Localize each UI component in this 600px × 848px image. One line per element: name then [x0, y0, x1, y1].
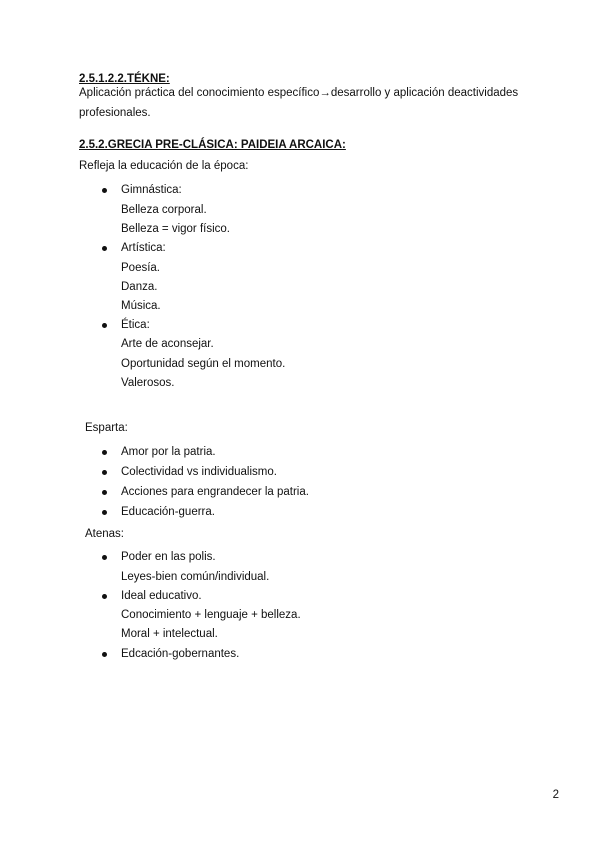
bullet-icon [102, 490, 107, 495]
atenas-title: Atenas: [85, 528, 124, 540]
bullet-icon [102, 470, 107, 475]
bullet-icon [102, 594, 107, 599]
atenas-item: Poder en las polis. [121, 551, 216, 563]
sub-item: Leyes-bien común/individual. [121, 571, 270, 583]
sub-item: Belleza = vigor físico. [121, 223, 230, 235]
list-item-artistica: Artística: [121, 242, 166, 254]
bullet-icon [102, 652, 107, 657]
paideia-intro: Refleja la educación de la época: [79, 160, 249, 172]
sub-item: Danza. [121, 281, 158, 293]
atenas-item: Ideal educativo. [121, 590, 202, 602]
esparta-title: Esparta: [85, 422, 128, 434]
heading-tekne: 2.5.1.2.2.TÉKNE: [79, 73, 170, 85]
list-item-gimnastica: Gimnástica: [121, 184, 182, 196]
sub-item: Conocimiento + lenguaje + belleza. [121, 609, 301, 621]
esparta-item: Amor por la patria. [121, 446, 216, 458]
list-item-etica: Ética: [121, 319, 150, 331]
bullet-icon [102, 188, 107, 193]
esparta-item: Educación-guerra. [121, 506, 215, 518]
sub-item: Música. [121, 300, 161, 312]
bullet-icon [102, 323, 107, 328]
tekne-text-line2: profesionales. [79, 107, 151, 119]
sub-item: Arte de aconsejar. [121, 338, 214, 350]
sub-item: Valerosos. [121, 377, 175, 389]
bullet-icon [102, 246, 107, 251]
sub-item: Belleza corporal. [121, 204, 207, 216]
bullet-icon [102, 450, 107, 455]
sub-item: Moral + intelectual. [121, 628, 218, 640]
bullet-icon [102, 555, 107, 560]
esparta-item: Acciones para engrandecer la patria. [121, 486, 309, 498]
page-number: 2 [552, 789, 559, 801]
sub-item: Poesía. [121, 262, 160, 274]
bullet-icon [102, 510, 107, 515]
sub-item: Oportunidad según el momento. [121, 358, 286, 370]
esparta-item: Colectividad vs individualismo. [121, 466, 277, 478]
heading-paideia: 2.5.2.GRECIA PRE-CLÁSICA: PAIDEIA ARCAICA: [79, 139, 346, 151]
atenas-item: Edcación-gobernantes. [121, 648, 240, 660]
tekne-text-line1: Aplicación práctica del conocimiento específico→desarrollo y aplicación deactividades [79, 87, 519, 99]
